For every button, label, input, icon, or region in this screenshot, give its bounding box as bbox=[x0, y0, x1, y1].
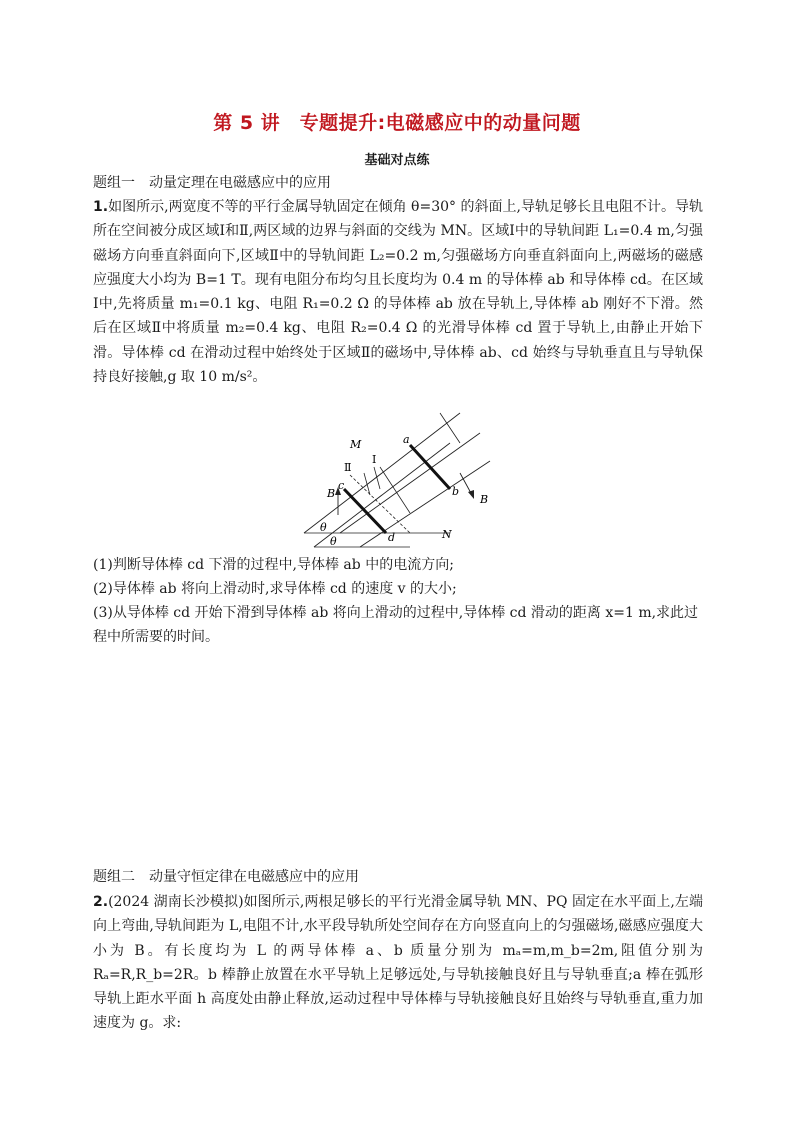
label-c: c bbox=[338, 479, 345, 492]
question-3: (3)从导体棒 cd 开始下滑到导体棒 ab 将向上滑动的过程中,导体棒 cd 滑动的距离 x=1 m,求此过程中所需要的时间。 bbox=[93, 605, 699, 645]
bar-cd bbox=[344, 489, 386, 533]
field-arrowhead-right bbox=[468, 490, 474, 499]
cross-rail-1 bbox=[440, 413, 460, 443]
incline-rail-figure bbox=[300, 403, 500, 553]
problem2-number: 2. bbox=[93, 894, 109, 910]
bar-ab bbox=[410, 445, 450, 489]
label-theta2: θ bbox=[330, 535, 337, 548]
label-M: M bbox=[350, 438, 362, 451]
cross-rail-2 bbox=[380, 467, 410, 513]
label-b: b bbox=[452, 485, 460, 498]
problem1-number: 1. bbox=[93, 199, 109, 215]
question-2: (2)导体棒 ab 将向上滑动时,求导体棒 cd 的速度 v 的大小; bbox=[93, 581, 457, 597]
figure-svg bbox=[300, 403, 500, 553]
group2-heading: 题组二 动量守恒定律在电磁感应中的应用 bbox=[93, 869, 359, 885]
problem2-text bbox=[93, 890, 703, 1036]
problem2-body: (2024 湖南长沙模拟)如图所示,两根足够长的平行光滑金属导轨 MN、PQ 固定在水平面上,左端向上弯曲,导轨间距为 L,电阻不计,水平段导轨所处空间存在方向竖直向上的匀强磁场,磁感应强度大小为 B。有长度均为 L 的两导体棒 a、b 质量分别为 mₐ=m,m_b=2m,阻值分别为 Rₐ=R,R_b=2R。b 棒静止放置在水平导轨上足够远处,与导轨接触良好且与导轨垂直;a 棒在弧形导轨上距水平面 h 高度处由静止释放,运动过程中导体棒与导轨接触良好且始终与导轨垂直,重力加速度为 g。求: bbox=[93, 894, 703, 1032]
label-region1: Ⅰ bbox=[372, 453, 377, 466]
lesson-title: 第 5 讲 专题提升:电磁感应中的动量问题 bbox=[213, 112, 581, 134]
label-N: N bbox=[442, 528, 452, 541]
group1-heading: 题组一 动量定理在电磁感应中的应用 bbox=[93, 175, 331, 191]
label-B-right: B bbox=[480, 493, 489, 506]
problem1-body: 如图所示,两宽度不等的平行金属导轨固定在倾角 θ=30° 的斜面上,导轨足够长且电阻不计。导轨所在空间被分成区域Ⅰ和Ⅱ,两区域的边界与斜面的交线为 MN。区域Ⅰ中的导轨间距 L₁=0.4 m,匀强磁场方向垂直斜面向下,区域Ⅱ中的导轨间距 L₂=0.2 m,匀强磁场方向垂直斜面向上,两磁场的磁感应强度大小均为 B=1 T。现有电阻分布均匀且长度均为 0.4 m 的导体棒 ab 和导体棒 cd。在区域Ⅰ中,先将质量 m₁=0.1 kg、电阻 R₁=0.2 Ω 的导体棒 ab 放在导轨上,导体棒 ab 刚好不下滑。然后在区域Ⅱ中将质量 m₂=0.4 kg、电阻 R₂=0.4 Ω 的光滑导体棒 cd 置于导轨上,由静止开始下滑。导体棒 cd 在滑动过程中始终处于区域Ⅱ的磁场中,导体棒 ab、cd 始终与导轨垂直且与导轨保持良好接触,g 取 10 m/s²。 bbox=[93, 199, 703, 386]
problem1-text bbox=[93, 195, 703, 389]
label-d: d bbox=[388, 531, 396, 544]
region-arrow-1 bbox=[364, 473, 370, 495]
section-subtitle: 基础对点练 bbox=[364, 153, 430, 168]
question-1: (1)判断导体棒 cd 下滑的过程中,导体棒 ab 中的电流方向; bbox=[93, 557, 454, 573]
label-B-left: B bbox=[327, 487, 336, 500]
label-a: a bbox=[403, 433, 410, 446]
label-theta1: θ bbox=[320, 521, 327, 534]
problem1-questions bbox=[93, 553, 703, 649]
label-region2: Ⅱ bbox=[344, 461, 352, 474]
